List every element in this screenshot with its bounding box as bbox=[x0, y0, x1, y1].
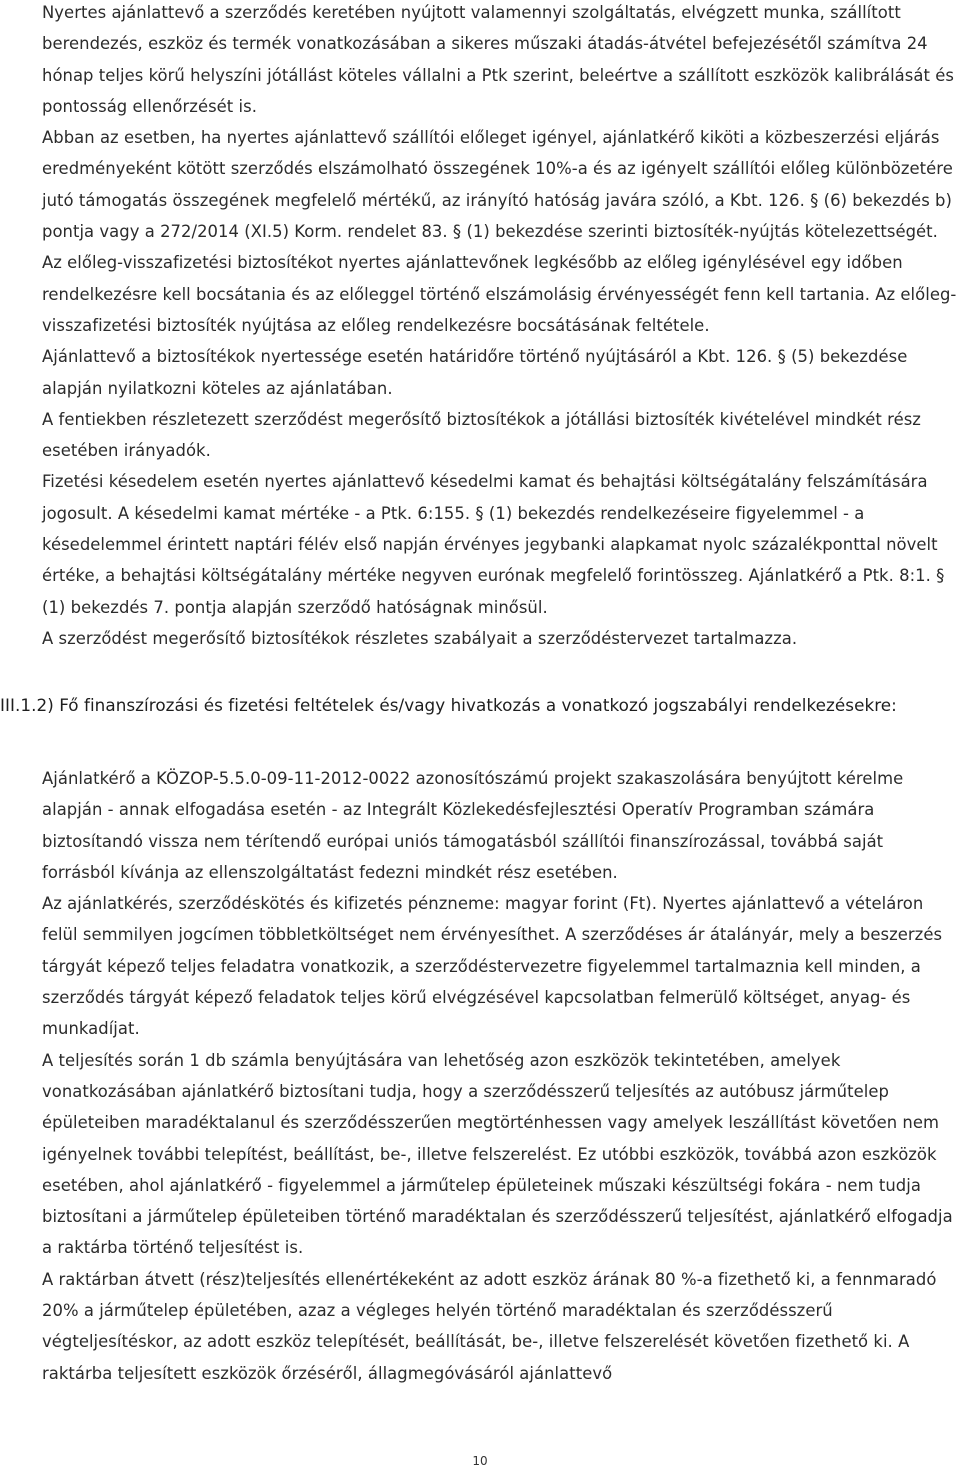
paragraph-warranty: Nyertes ajánlattevő a szerződés keretében nyújtott valamennyi szolgáltatás, elvégzett munka, szállított berendezés, eszköz és termék vonatkozásában a sikeres műszaki átadás-átvétel befejezésétől számítva 24 hónap teljes körű helyszíni jótállást köteles vállalni a Ptk szerint, beleértve a szállított eszközök kalibrálását és pontosság ellenőrzését is. bbox=[42, 3, 954, 116]
section-heading: III.1.2) Fő finanszírozási és fizetési feltételek és/vagy hivatkozás a vonatkozó jogszabályi rendelkezésekre: bbox=[0, 695, 897, 715]
paragraph-warehouse-payment: A raktárban átvett (rész)teljesítés ellenértékeként az adott eszköz árának 80 %-a fizethető ki, a fennmaradó 20% a járműtelep épületében, azaz a végleges helyén történő maradéktalan és szerződésszerű végteljesítéskor, az adott eszköz telepítését, beállítását, be-, illetve felszerelését követően fizethető ki. A raktárba teljesített eszközök őrzéséről, állagmegóvásáról ajánlattevő bbox=[42, 1269, 937, 1383]
paragraph-guarantee-rules: A szerződést megerősítő biztosítékok részletes szabályait a szerződéstervezet tartalmazza. bbox=[42, 628, 798, 648]
paragraph-guarantee-declaration: Ajánlattevő a biztosítékok nyertessége esetén határidőre történő nyújtásáról a Kbt. 126. § (5) bekezdése alapján nyilatkozni köteles az ajánlatában. bbox=[42, 347, 908, 398]
paragraph-late-payment: Fizetési késedelem esetén nyertes ajánlattevő késedelmi kamat és behajtási költségátalány felszámítására jogosult. A késedelmi kamat mértéke - a Ptk. 6:155. § (1) bekezdés rendelkezéseire figyelemmel - a késedelemmel érintett naptári félév első napján érvényes jegybanki alapkamat nyolc százalékponttal növelt értéke, a behajtási költségátalány mértéke negyven eurónak megfelelő forintösszeg. Ajánlatkérő a Ptk. 8:1. § (1) bekezdés 7. pontja alapján szerződő hatóságnak minősül. bbox=[42, 472, 945, 617]
section-2-text bbox=[42, 763, 960, 1389]
paragraph-guarantee-scope: A fentiekben részletezett szerződést megerősítő biztosítékok a jótállási biztosíték kivételével mindkét rész esetében irányadók. bbox=[42, 409, 921, 461]
paragraph-invoicing: A teljesítés során 1 db számla benyújtására van lehetőség azon eszközök tekintetében, amelyek vonatkozásában ajánlatkérő biztosítani tudja, hogy a szerződésszerű teljesítés az autóbusz járműtelep épületeiben maradéktalanul és szerződésszerűen megtörténhessen vagy amelyek leszállítást követően nem igényelnek további telepítést, beállítást, be-, illetve felszerelést. Ez utóbbi eszközök, továbbá azon eszközök esetében, ahol ajánlatkérő - figyelemmel a járműtelep épületeinek műszaki készültségi fokára - nem tudja biztosítani a járműtelep épületeiben történő maradéktalan és szerződésszerű teljesítést, ajánlatkérő elfogadja a raktárba történő teljesítést is. bbox=[42, 1050, 953, 1258]
page-number: 10 bbox=[472, 1454, 488, 1468]
paragraph-advance-guarantee: Abban az esetben, ha nyertes ajánlattevő szállítói előleget igényel, ajánlatkérő kiköti a közbeszerzési eljárás eredményeként kötött szerződés elszámolható összegének 10%-a és az igényelt szállítói előleg különbözetére jutó támogatás összegének megfelelő mértékű, az irányító hatóság javára szóló, a Kbt. 126. § (6) bekezdés b) pontja vagy a 272/2014 (XI.5) Korm. rendelet 83. § (1) bekezdése szerinti biztosíték-nyújtás kötelezettségét. Az előleg-visszafizetési biztosítékot nyertes ajánlattevőnek legkésőbb az előleg igénylésével egy időben rendelkezésre kell bocsátania és az előleggel történő elszámolásig érvényességét fenn kell tartania. Az előleg-visszafizetési biztosíték nyújtása az előleg rendelkezésre bocsátásának feltétele. bbox=[42, 128, 957, 335]
paragraph-financing: Ajánlatkérő a KÖZOP-5.5.0-09-11-2012-0022 azonosítószámú projekt szakaszolására benyújtott kérelme alapján - annak elfogadása esetén - az Integrált Közlekedésfejlesztési Operatív Programban számára biztosítandó vissza nem térítendő európai uniós támogatásból szállítói finanszírozással, továbbá saját forrásból kívánja az ellenszolgáltatást fedezni mindkét rész esetében. bbox=[42, 769, 904, 882]
paragraph-currency: Az ajánlatkérés, szerződéskötés és kifizetés pénzneme: magyar forint (Ft). Nyertes ajánlattevő a vételáron felül semmilyen jogcímen többletköltséget nem érvényesíthet. A szerződéses ár átalányár, mely a beszerzés tárgyát képező teljes feladatra vonatkozik, a szerződéstervezetre figyelemmel tartalmaznia kell minden, a szerződés tárgyát képező feladatok teljes körű elvégzésével kapcsolatban felmerülő költséget, anyag- és munkadíjat. bbox=[42, 894, 943, 1039]
section-1-text bbox=[42, 0, 960, 654]
